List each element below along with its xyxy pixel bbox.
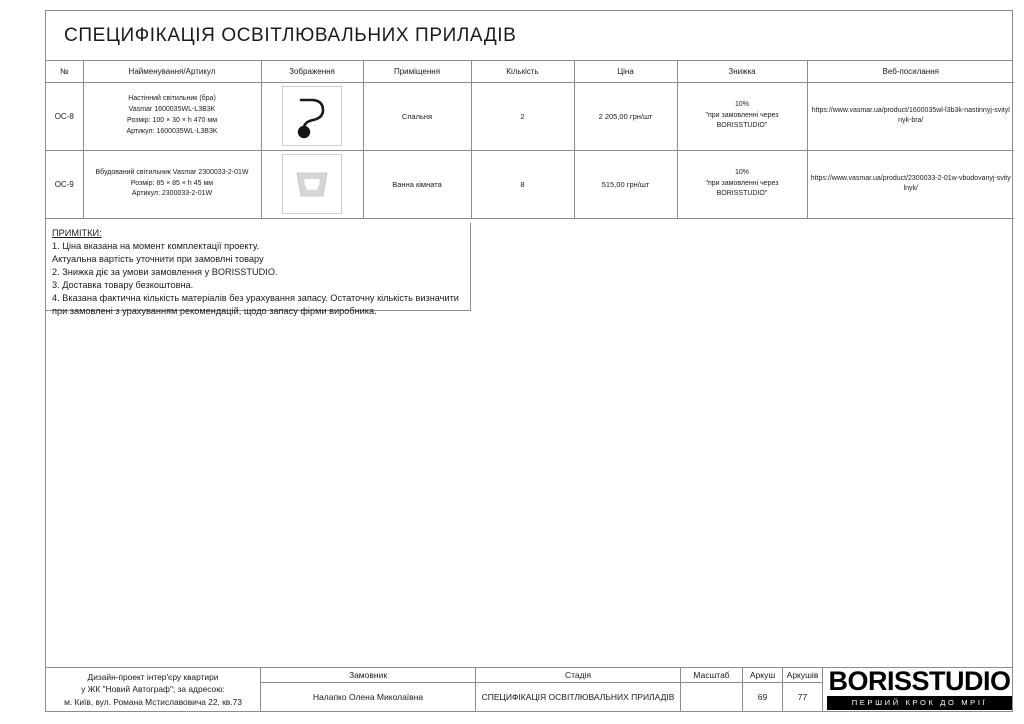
cell-room: Ванна кімната: [363, 150, 471, 218]
cell-price: 515,00 грн/шт: [574, 150, 677, 218]
customer-field: [261, 668, 476, 711]
cell-discount: [677, 150, 807, 218]
note-line: 3. Доставка товару безкоштовна.: [52, 280, 194, 291]
column-header-discount: Знижка: [677, 61, 807, 82]
logo-wordmark: BORISSTUDIO: [828, 666, 1011, 697]
table-row: [46, 150, 1014, 218]
column-header-link: Веб-посилання: [807, 61, 1014, 82]
cell-image: [261, 150, 363, 218]
note-line: 1. Ціна вказана на момент комплектації проекту.: [52, 241, 260, 252]
name-line: Vasmar 1600035WL-L3B3K: [128, 106, 216, 114]
project-info: [46, 668, 261, 711]
cell-name: [83, 82, 261, 150]
name-line: Настінний світильник (бра): [128, 95, 216, 103]
name-line: Вбудований світильник Vasmar 2300033-2-01W: [95, 168, 249, 176]
scale-header: Масштаб: [681, 668, 742, 683]
table-row: [46, 82, 1014, 150]
sheets-value: 77: [797, 692, 808, 702]
customer-header: Замовник: [261, 668, 475, 683]
sheet-value: 69: [757, 692, 768, 702]
scale-value: [681, 683, 742, 711]
project-line: м. Київ, вул. Романа Мстиславовича 22, кв.73: [64, 696, 242, 707]
column-header-num: №: [46, 61, 83, 82]
column-header-image: Зображення: [261, 61, 363, 82]
discount-note: "при замовленні через BORISSTUDIO": [705, 179, 779, 198]
cell-link[interactable]: https://www.vasmar.ua/product/1600035wl-l3b3k-nastinnyj-svitylnyk-bra/: [807, 82, 1014, 150]
drawing-sheet-frame: [45, 10, 1013, 712]
cell-room: Спальня: [363, 82, 471, 150]
cell-qty: 8: [471, 150, 574, 218]
note-line: 4. Вказана фактична кількість матеріалів без урахування запасу. Остаточну кількість визначити при замовлені з урахуванням рекомендацій, щодо запасу фірми виробника.: [52, 293, 459, 317]
discount-percent: 10%: [734, 169, 749, 177]
wall-sconce-icon: [283, 87, 341, 145]
name-line: Артикул: 1600035WL-L3B3K: [126, 127, 218, 135]
sheet-number-field: [743, 668, 783, 711]
customer-value: Налапко Олена Миколаївна: [312, 692, 424, 702]
name-line: Розмір: 85 × 85 × h 45 мм: [130, 179, 214, 187]
cell-discount: [677, 82, 807, 150]
note-line: 2. Знижка діє за умови замовлення у BORISSTUDIO.: [52, 267, 278, 278]
cell-price: 2 205,00 грн/шт: [574, 82, 677, 150]
notes-heading: ПРИМІТКИ:: [52, 228, 102, 238]
name-line: Артикул: 2300033-2-01W: [131, 190, 213, 198]
title-block: [46, 667, 1012, 711]
column-header-name: Найменування/Артикул: [83, 61, 261, 82]
project-line: Дизайн-проект інтер'єру квартири: [87, 671, 219, 682]
stage-field: [476, 668, 681, 711]
discount-percent: 10%: [734, 101, 749, 109]
title-band: [46, 11, 1012, 61]
specification-table: [46, 61, 1014, 219]
discount-note: "при замовленні через BORISSTUDIO": [705, 111, 779, 130]
project-line: у ЖК "Новий Автограф"; за адресою:: [81, 684, 225, 695]
column-header-qty: Кількість: [471, 61, 574, 82]
cell-num: ОС-9: [46, 150, 83, 218]
studio-logo: [823, 668, 1012, 711]
sheets-header: Аркушів: [783, 668, 822, 683]
sheet-total-field: [783, 668, 823, 711]
cell-num: ОС-8: [46, 82, 83, 150]
product-thumbnail: [282, 86, 342, 146]
page-title: СПЕЦИФІКАЦІЯ ОСВІТЛЮВАЛЬНИХ ПРИЛАДІВ: [64, 24, 517, 46]
cell-name: [83, 150, 261, 218]
stage-header: Стадія: [476, 668, 680, 683]
notes-block: [46, 223, 471, 317]
column-header-room: Приміщення: [363, 61, 471, 82]
logo-tagline: ПЕРШИЙ КРОК ДО МРІЇ: [827, 696, 1012, 710]
cell-image: [261, 82, 363, 150]
product-thumbnail: [282, 154, 342, 214]
sheet-header: Аркуш: [743, 668, 782, 683]
scale-field: [681, 668, 743, 711]
note-line: Актуальна вартість уточнити при замовлні товару: [52, 254, 264, 265]
recessed-downlight-icon: [283, 155, 341, 213]
cell-qty: 2: [471, 82, 574, 150]
name-line: Розмір: 100 × 30 × h 470 мм: [126, 117, 218, 124]
column-header-price: Ціна: [574, 61, 677, 82]
cell-link[interactable]: https://www.vasmar.ua/product/2300033-2-01w-vbudovanyj-svitylnyk/: [807, 150, 1014, 218]
stage-value: СПЕЦИФІКАЦІЯ ОСВІТЛЮВАЛЬНИХ ПРИЛАДІВ: [481, 692, 675, 702]
table-header-row: [46, 61, 1014, 82]
